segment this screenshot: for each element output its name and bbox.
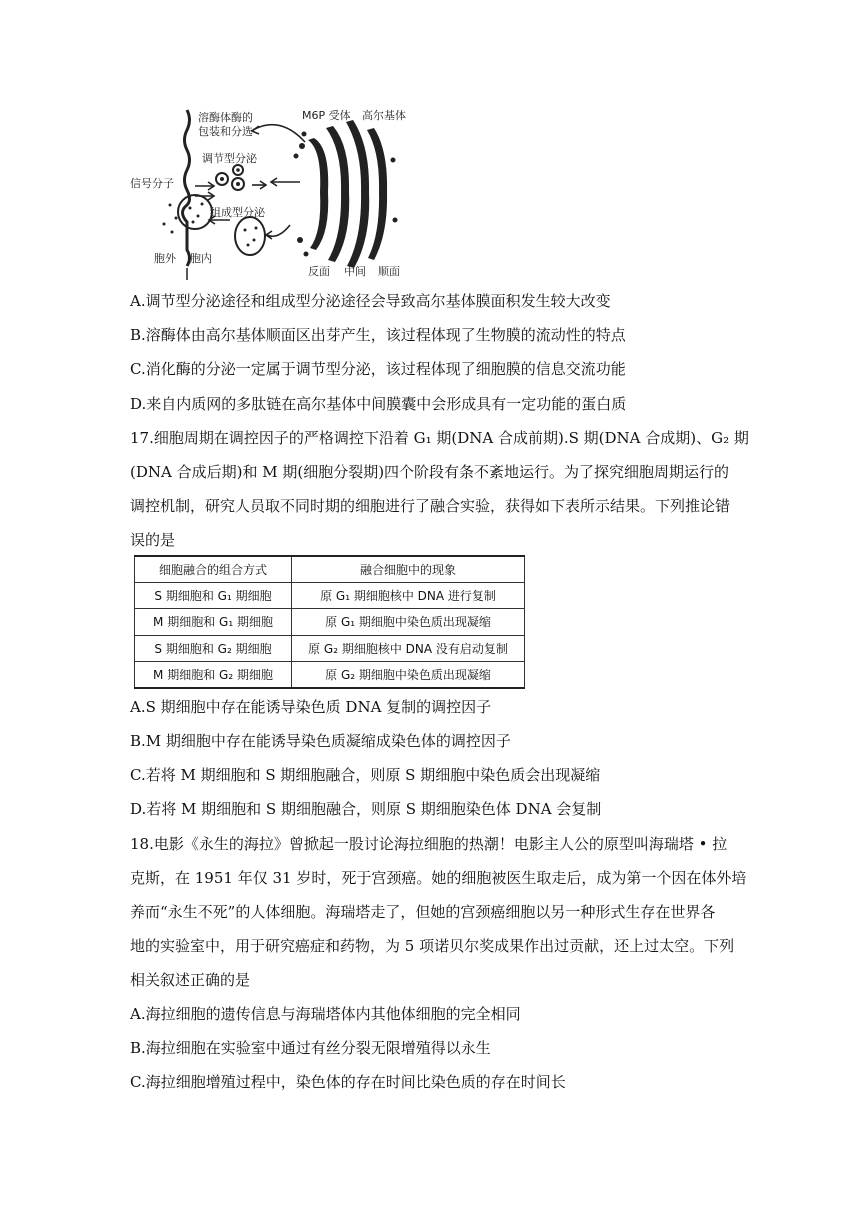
table-cell: 原 G₁ 期细胞核中 DNA 进行复制 <box>292 582 525 608</box>
q16-option-b: B.溶酶体由高尔基体顺面区出芽产生，该过程体现了生物膜的流动性的特点 <box>130 326 626 344</box>
q18-stem-line: 地的实验室中，用于研究癌症和药物，为 5 项诺贝尔奖成果作出过贡献，还上过太空。下列 <box>130 937 735 955</box>
table-row <box>135 582 525 608</box>
figure-label-outside: 胞外 <box>154 252 176 265</box>
q18-stem-line: 相关叙述正确的是 <box>130 971 251 989</box>
figure-label-trans: 反面 <box>308 265 330 278</box>
q17-option-b: B.M 期细胞中存在能诱导染色质凝缩成染色体的调控因子 <box>130 732 511 750</box>
figure-label-regulated: 调节型分泌 <box>202 152 257 165</box>
table-cell: S 期细胞和 G₁ 期细胞 <box>135 582 292 608</box>
q16-option-d: D.来自内质网的多肽链在高尔基体中间膜囊中会形成具有一定功能的蛋白质 <box>130 395 627 413</box>
q18-option-c: C.海拉细胞增殖过程中，染色体的存在时间比染色质的存在时间长 <box>130 1073 566 1091</box>
golgi-stack <box>308 120 387 268</box>
figure-label-golgi: 高尔基体 <box>362 109 406 122</box>
table-cell: 原 G₁ 期细胞中染色质出现凝缩 <box>292 609 525 635</box>
q17-option-a: A.S 期细胞中存在能诱导染色质 DNA 复制的调控因子 <box>130 698 492 716</box>
q18-stem-line: 养而“永生不死”的人体细胞。海瑞塔走了，但她的宫颈癌细胞以另一种形式生存在世界各 <box>130 903 716 921</box>
table-row <box>135 662 525 688</box>
cell-fusion-table <box>134 555 525 689</box>
figure-label-signal: 信号分子 <box>130 177 174 190</box>
figure-label-packaging: 溶酶体酶的 <box>198 111 253 124</box>
table-cell: S 期细胞和 G₂ 期细胞 <box>135 635 292 661</box>
q17-option-d: D.若将 M 期细胞和 S 期细胞融合，则原 S 期细胞染色体 DNA 会复制 <box>130 800 602 818</box>
golgi-secretion-figure <box>130 100 420 285</box>
q18-stem-line: 克斯，在 1951 年仅 31 岁时，死于宫颈癌。她的细胞被医生取走后，成为第一个因在体外培 <box>130 869 747 887</box>
q16-option-a: A.调节型分泌途径和组成型分泌途径会导致高尔基体膜面积发生较大改变 <box>130 292 611 310</box>
q17-stem-line: 17.细胞周期在调控因子的严格调控下沿着 G₁ 期(DNA 合成前期).S 期(DNA 合成期)、G₂ 期 <box>130 429 749 447</box>
constitutive-vesicle <box>235 217 265 255</box>
q18-option-a: A.海拉细胞的遗传信息与海瑞塔体内其他体细胞的完全相同 <box>130 1005 521 1023</box>
plasma-membrane <box>183 110 190 266</box>
table-cell: M 期细胞和 G₁ 期细胞 <box>135 609 292 635</box>
q17-stem-line: 调控机制，研究人员取不同时期的细胞进行了融合实验，获得如下表所示结果。下列推论错 <box>130 497 731 515</box>
q16-option-c: C.消化酶的分泌一定属于调节型分泌，该过程体现了细胞膜的信息交流功能 <box>130 360 626 378</box>
table-row <box>135 635 525 661</box>
table-cell: 原 G₂ 期细胞核中 DNA 没有启动复制 <box>292 635 525 661</box>
figure-label-inside: 胞内 <box>190 252 212 265</box>
table-header-row <box>135 556 525 582</box>
figure-label-middle: 中间 <box>344 265 366 278</box>
table-header: 细胞融合的组合方式 <box>135 556 292 582</box>
table-cell: 原 G₂ 期细胞中染色质出现凝缩 <box>292 662 525 688</box>
q18-option-b: B.海拉细胞在实验室中通过有丝分裂无限增殖得以永生 <box>130 1039 491 1057</box>
table-row <box>135 609 525 635</box>
table-cell: M 期细胞和 G₂ 期细胞 <box>135 662 292 688</box>
q17-stem-line: 误的是 <box>130 531 176 549</box>
table-header: 融合细胞中的现象 <box>292 556 525 582</box>
figure-label-receptor: M6P 受体 <box>302 109 351 122</box>
figure-label-packaging-2: 包装和分选 <box>198 125 253 138</box>
q17-option-c: C.若将 M 期细胞和 S 期细胞融合，则原 S 期细胞中染色质会出现凝缩 <box>130 766 601 784</box>
figure-label-constitutive: 组成型分泌 <box>210 206 265 219</box>
q17-stem-line: (DNA 合成后期)和 M 期(细胞分裂期)四个阶段有条不紊地运行。为了探究细胞周期运行的 <box>130 463 730 481</box>
q18-stem-line: 18.电影《永生的海拉》曾掀起一股讨论海拉细胞的热潮！电影主人公的原型叫海瑞塔 • 拉 <box>130 835 728 853</box>
figure-label-cis: 顺面 <box>378 265 400 278</box>
